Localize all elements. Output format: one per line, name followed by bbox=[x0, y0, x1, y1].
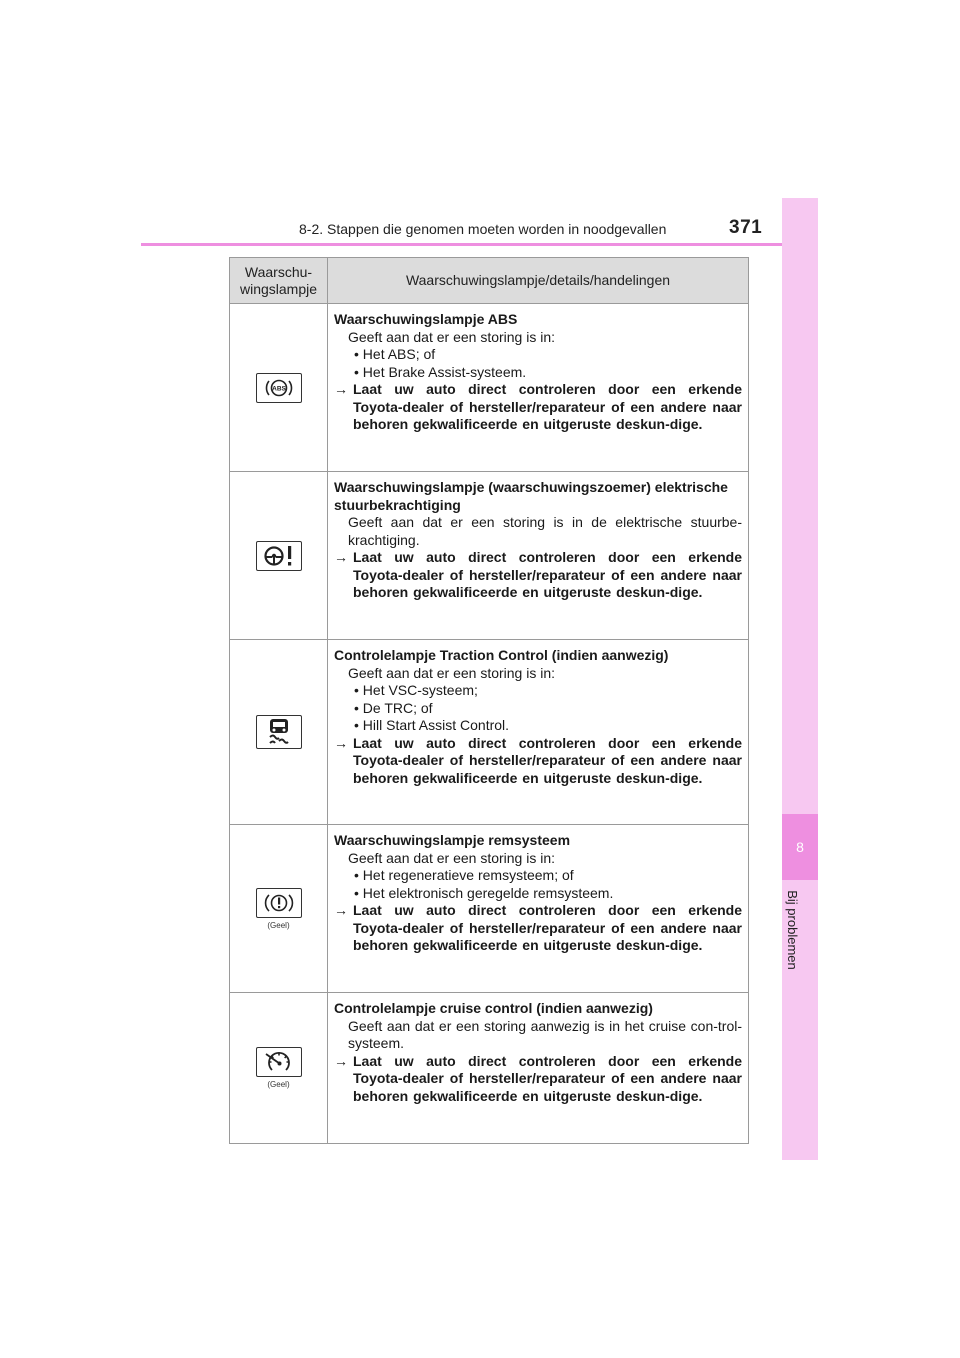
table-row bbox=[230, 825, 749, 993]
entry-title: Controlelampje cruise control (indien aanwezig) bbox=[334, 1000, 653, 1016]
table-row bbox=[230, 304, 749, 472]
table-row bbox=[230, 993, 749, 1144]
lamp-cell bbox=[230, 640, 328, 825]
details-cell bbox=[328, 640, 749, 825]
chapter-label: Bij problemen bbox=[785, 890, 800, 970]
entry-description: Geeft aan dat er een storing is in: bbox=[348, 849, 556, 866]
column-header-details: Waarschuwingslampje/details/handelingen bbox=[328, 258, 749, 304]
table-row bbox=[230, 640, 749, 825]
lamp-cell bbox=[230, 304, 328, 472]
section-title: 8-2. Stappen die genomen moeten worden in noodgevallen bbox=[299, 221, 667, 237]
svg-text:ABS: ABS bbox=[271, 385, 286, 392]
details-cell bbox=[328, 825, 749, 993]
brake-system-icon bbox=[256, 888, 302, 918]
entry-description: Geeft aan dat er een storing is in: bbox=[348, 328, 556, 345]
bullet-item: • Het elektronisch geregelde remsysteem. bbox=[354, 884, 614, 901]
column-header-lamp-line1: Waarschu- bbox=[244, 263, 313, 280]
entry-description: Geeft aan dat er een storing is in: bbox=[348, 664, 556, 681]
abs-warning-icon bbox=[256, 373, 302, 403]
action-text bbox=[334, 549, 742, 602]
table-row bbox=[230, 472, 749, 640]
action-text bbox=[334, 735, 742, 788]
arrow-icon: → bbox=[334, 734, 348, 751]
icon-color-note: (Geel) bbox=[267, 920, 290, 930]
chapter-number: 8 bbox=[796, 839, 804, 855]
arrow-icon: → bbox=[334, 381, 348, 397]
bullet-item: • Het ABS; of bbox=[354, 346, 436, 362]
header-divider bbox=[141, 243, 818, 246]
icon-color-note: (Geel) bbox=[267, 1080, 290, 1089]
bullet-item: • De TRC; of bbox=[354, 699, 433, 716]
action-body: Laat uw auto direct controleren door een erkende Toyota-dealer of hersteller/reparateur of een andere naar behoren gekwalificeerde en uitgeruste deskun-dige. bbox=[353, 1052, 742, 1104]
details-cell bbox=[328, 472, 749, 640]
entry-title: Waarschuwingslampje ABS bbox=[334, 311, 518, 327]
traction-control-icon bbox=[256, 715, 302, 749]
chapter-tab bbox=[782, 814, 818, 880]
action-text bbox=[334, 902, 742, 955]
table-header-row bbox=[230, 258, 749, 304]
column-header-lamp-line2: wingslampje bbox=[239, 280, 318, 297]
entry-description: Geeft aan dat er een storing is in de elektrische stuurbe-krachtiging. bbox=[348, 514, 742, 548]
bullet-item: • Het VSC-systeem; bbox=[354, 682, 478, 698]
lamp-cell bbox=[230, 472, 328, 640]
warning-lights-table bbox=[229, 257, 749, 1144]
chapter-side-strip bbox=[782, 198, 818, 1160]
action-body: Laat uw auto direct controleren door een erkende Toyota-dealer of hersteller/reparateur of een andere naar behoren gekwalificeerde en uitgeruste deskun-dige. bbox=[353, 549, 742, 600]
lamp-cell bbox=[230, 993, 328, 1144]
details-cell bbox=[328, 304, 749, 472]
action-body: Laat uw auto direct controleren door een erkende Toyota-dealer of hersteller/reparateur of een andere naar behoren gekwalificeerde en uitgeruste deskun-dige. bbox=[353, 734, 742, 786]
bullet-item: • Het regeneratieve remsysteem; of bbox=[354, 867, 574, 883]
action-text bbox=[334, 1053, 742, 1106]
action-text bbox=[334, 381, 742, 434]
entry-title: Waarschuwingslampje remsysteem bbox=[334, 832, 571, 848]
entry-title: Waarschuwingslampje (waarschuwingszoemer) elektrische stuurbekrachtiging bbox=[334, 479, 728, 513]
action-body: Laat uw auto direct controleren door een erkende Toyota-dealer of hersteller/reparateur of een andere naar behoren gekwalificeerde en uitgeruste deskun-dige. bbox=[353, 902, 742, 953]
action-body: Laat uw auto direct controleren door een erkende Toyota-dealer of hersteller/reparateur of een andere naar behoren gekwalificeerde en uitgeruste deskun-dige. bbox=[353, 381, 742, 432]
entry-description: Geeft aan dat er een storing aanwezig is in het cruise con-trol-systeem. bbox=[348, 1017, 742, 1051]
lamp-cell bbox=[230, 825, 328, 993]
column-header-lamp bbox=[230, 258, 328, 304]
cruise-control-icon bbox=[256, 1047, 302, 1077]
entry-title: Controlelampje Traction Control (indien aanwezig) bbox=[334, 647, 669, 663]
arrow-icon: → bbox=[334, 902, 348, 918]
page-number: 371 bbox=[729, 217, 763, 238]
bullet-item: • Het Brake Assist-systeem. bbox=[354, 363, 527, 380]
arrow-icon: → bbox=[334, 1052, 348, 1069]
steering-warning-icon bbox=[256, 541, 302, 571]
bullet-item: • Hill Start Assist Control. bbox=[354, 717, 510, 733]
arrow-icon: → bbox=[334, 549, 348, 565]
details-cell bbox=[328, 993, 749, 1144]
